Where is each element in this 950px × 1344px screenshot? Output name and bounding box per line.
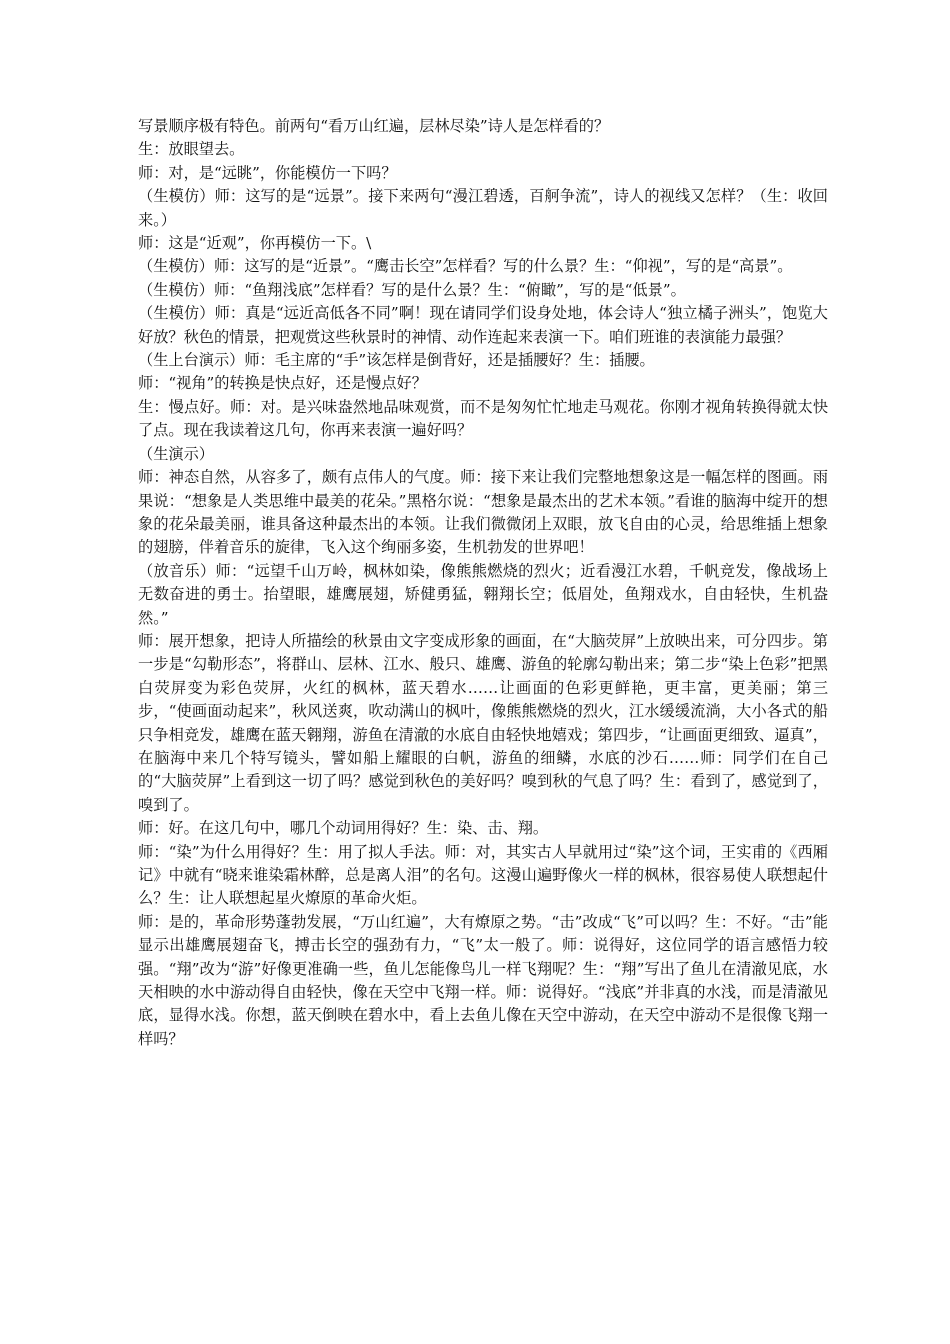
paragraph: （生模仿）师：这写的是“近景”。“鹰击长空”怎样看？写的什么景？生：“仰视”，写的是“高景”。 xyxy=(138,257,793,276)
paragraph: （生模仿）师：“鱼翔浅底”怎样看？写的是什么景？生：“俯瞰”，写的是“低景”。 xyxy=(138,280,686,299)
paragraph: 写景顺序极有特色。前两句“看万山红遍，层林尽染”诗人是怎样看的？ xyxy=(138,117,610,135)
paragraph: 师：这是“近观”，你再模仿一下。\ xyxy=(138,234,372,253)
document-page xyxy=(138,115,828,1051)
paragraph: （放音乐）师：“远望千山万岭，枫林如染，像熊熊燃烧的烈火；近看漫江水碧，千帆竞发，像战场上无数奋进的勇士。抬望眼，雄鹰展翅，矫健勇猛，翱翔长空；低眉处，鱼翔戏水，自由轻快，生机盎然。” xyxy=(138,561,828,627)
paragraph: 师：对，是“远眺”，你能模仿一下吗？ xyxy=(138,163,397,182)
paragraph: （生模仿）师：这写的是“远景”。接下来两句“漫江碧透，百舸争流”，诗人的视线又怎样？（生：收回来。） xyxy=(138,187,828,229)
paragraph: 师：好。在这几句中，哪几个动词用得好？生：染、击、翔。 xyxy=(138,819,549,838)
paragraph: 师：神态自然，从容多了，颇有点伟人的气度。师：接下来让我们完整地想象这是一幅怎样的图画。雨果说：“想象是人类思维中最美的花朵。”黑格尔说：“想象是最杰出的艺术本领。”看谁的脑海中绽开的想象的花朵最美丽，谁具备这种最杰出的本领。让我们微微闭上双眼，放飞自由的心灵，给思维插上想象的翅膀，伴着音乐的旋律，飞入这个绚丽多姿，生机勃发的世界吧！ xyxy=(138,468,828,557)
paragraph: 师：“视角”的转换是快点好，还是慢点好？ xyxy=(138,374,427,393)
paragraph: （生模仿）师：真是“远近高低各不同”啊！现在请同学们设身处地，体会诗人“独立橘子洲头”，饱览大好放？秋色的情景，把观赏这些秋景时的神情、动作连起来表演一下。咱们班谁的表演能力最强？ xyxy=(138,304,828,346)
paragraph: 师：是的，革命形势蓬勃发展，“万山红遍”，大有燎原之势。“击”改成“飞”可以吗？生：不好。“击”能显示出雄鹰展翅奋飞，搏击长空的强劲有力，“飞”太一般了。师：说得好，这位同学的语言感悟力较强。“翔”改为“游”好像更准确一些，鱼儿怎能像鸟儿一样飞翔呢？生：“翔”写出了鱼儿在清澈见底，水天相映的水中游动得自由轻快，像在天空中飞翔一样。师：说得好。“浅底”并非真的水浅，而是清澈见底，显得水浅。你想，蓝天倒映在碧水中，看上去鱼儿像在天空中游动，在天空中游动不是很像飞翔一样吗？ xyxy=(138,912,828,1048)
paragraph: 生：放眼望去。 xyxy=(138,140,245,159)
paragraph: 师：“染”为什么用得好？生：用了拟人手法。师：对，其实古人早就用过“染”这个词，王实甫的《西厢记》中就有“晓来谁染霜林醉，总是离人泪”的名句。这漫山遍野像火一样的枫林，很容易使人联想起什么？生：让人联想起星火燎原的革命火炬。 xyxy=(138,842,828,908)
paragraph: （生上台演示）师：毛主席的“手”该怎样是倒背好，还是插腰好？生：插腰。 xyxy=(138,351,655,370)
paragraph: 师：展开想象，把诗人所描绘的秋景由文字变成形象的画面，在“大脑荧屏”上放映出来，可分四步。第一步是“勾勒形态”，将群山、层林、江水、般只、雄鹰、游鱼的轮廓勾勒出来；第二步“染上色彩”把黑白荧屏变为彩色荧屏，火红的枫林，蓝天碧水……让画面的色彩更鲜艳，更丰富，更美丽；第三步，“使画面动起来”，秋风送爽，吹动满山的枫叶，像熊熊燃烧的烈火，江水缓缓流淌，大小各式的船只争相竞发，雄鹰在蓝天翱翔，游鱼在清澈的水底自由轻快地嬉戏；第四步，“让画面更细致、逼真”，在脑海中来几个特写镜头，譬如船上耀眼的白帆，游鱼的细鳞，水底的沙石……师：同学们在自己的“大脑荧屏”上看到这一切了吗？感觉到秋色的美好吗？嗅到秋的气息了吗？生：看到了，感觉到了，嗅到了。 xyxy=(138,631,828,814)
paragraph: （生演示） xyxy=(138,444,214,463)
paragraph: 生：慢点好。师：对。是兴味盎然地品味观赏，而不是匆匆忙忙地走马观花。你刚才视角转换得就太快了点。现在我读着这几句，你再来表演一遍好吗？ xyxy=(138,397,828,440)
